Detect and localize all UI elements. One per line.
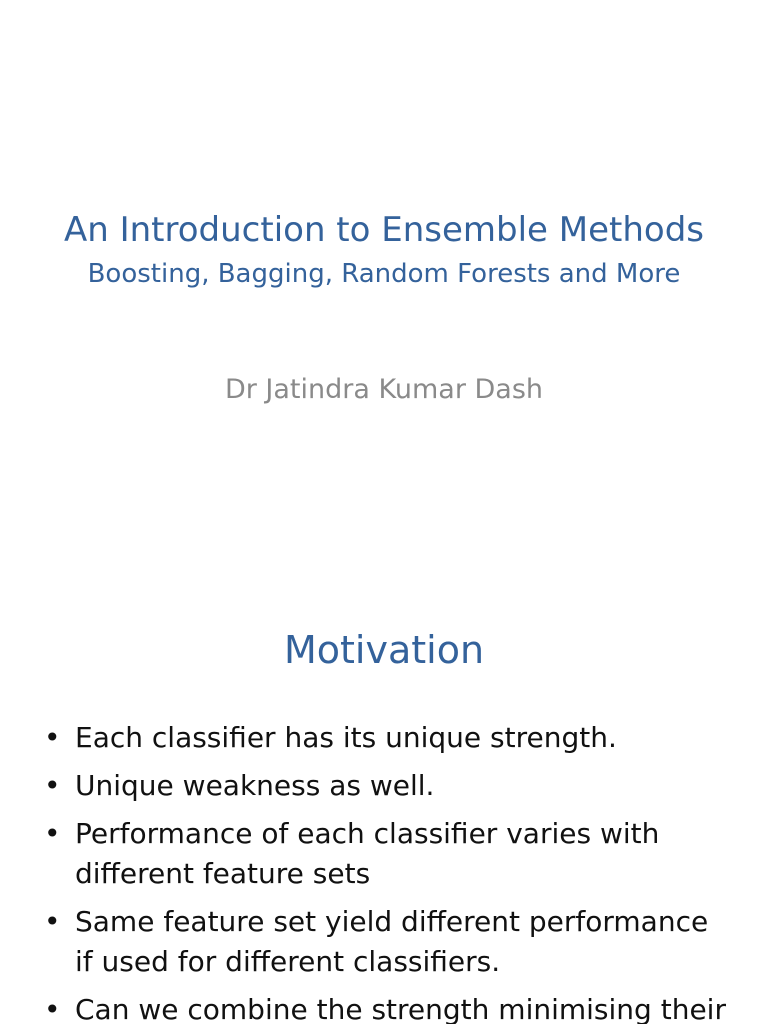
bullet-text: Each classifier has its unique strength.: [75, 721, 617, 754]
presentation-title: An Introduction to Ensemble Methods: [63, 210, 705, 250]
slide-title: Motivation: [283, 628, 485, 672]
bullet-item: [0, 718, 768, 758]
bullet-item: [0, 814, 768, 894]
bullet-icon: •: [44, 993, 61, 1024]
bullet-icon: •: [44, 721, 61, 754]
bullet-text: Unique weakness as well.: [75, 769, 435, 802]
bullet-text: Same feature set yield different performance if used for different classifiers.: [75, 905, 709, 978]
bullet-text: Performance of each classifier varies with different feature sets: [75, 817, 660, 890]
bullet-item: [0, 766, 768, 806]
bullet-list: [0, 718, 768, 1024]
bullet-icon: •: [44, 817, 61, 850]
bullet-item: [0, 902, 768, 982]
author-name: Dr Jatindra Kumar Dash: [224, 374, 544, 405]
motivation-slide: [0, 576, 768, 1024]
presentation-subtitle: Boosting, Bagging, Random Forests and More: [87, 259, 681, 289]
bullet-text: Can we combine the strength minimising their: [75, 993, 726, 1024]
bullet-icon: •: [44, 769, 61, 802]
bullet-icon: •: [44, 905, 61, 938]
bullet-item: [0, 990, 768, 1024]
